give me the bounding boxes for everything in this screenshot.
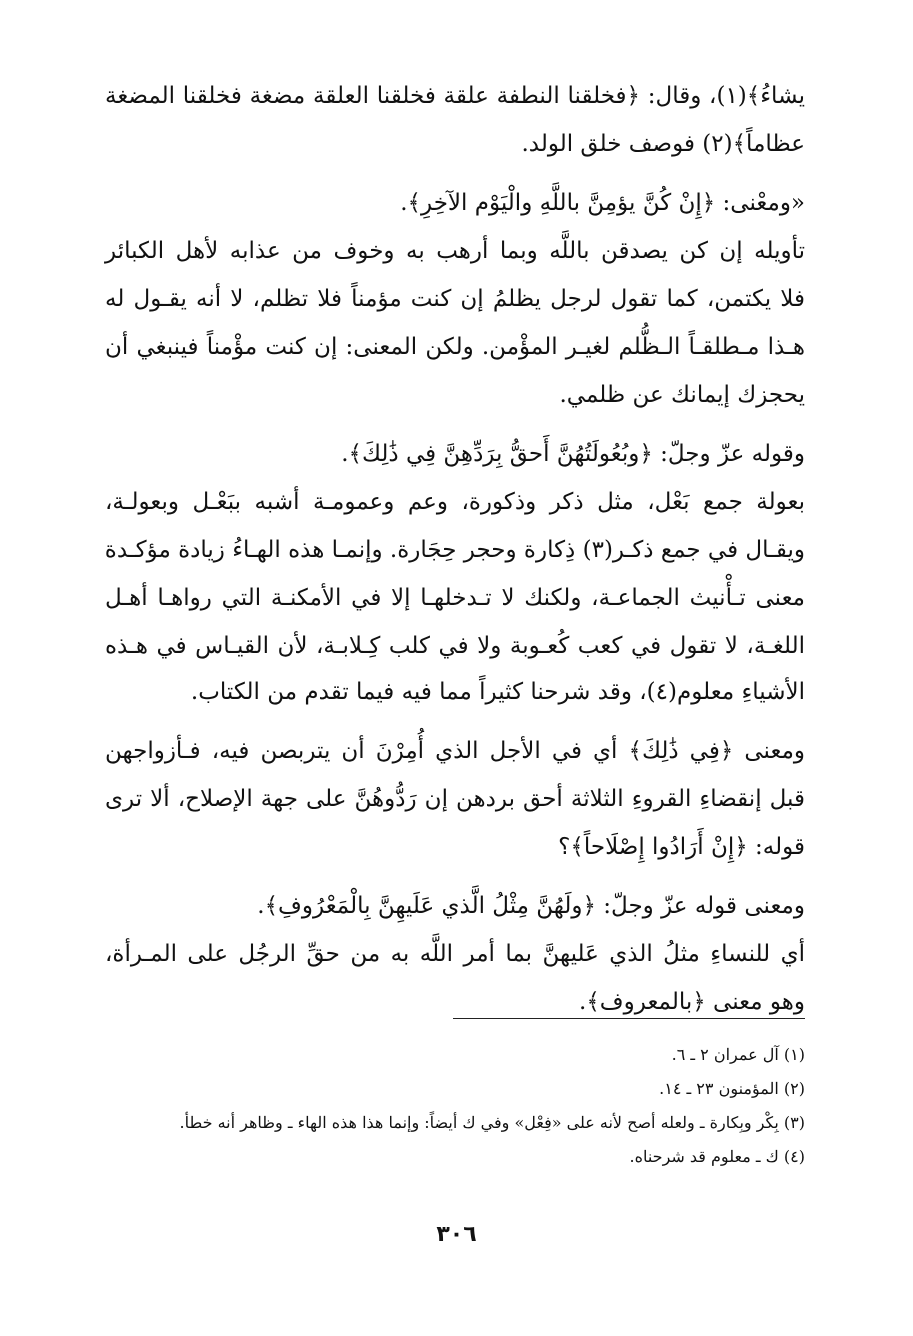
text-line: بعولة جمع بَعْل، مثل ذكر وذكورة، وعم وعمومـة أشبه ببَعْـل وبعولـة، bbox=[105, 489, 805, 515]
footnote-separator bbox=[453, 1018, 805, 1019]
footnote: (٤) ك ـ معلوم قد شرحناه. bbox=[629, 1147, 805, 1166]
text-line: ومعنى ﴿فِي ذَٰلِكَ﴾ أي في الأجل الذي أُمِرْنَ أن يتربصن فيه، فـأزواجهن bbox=[105, 738, 805, 764]
text-line: وهو معنى ﴿بالمعروف﴾. bbox=[579, 989, 805, 1015]
text-line: ويقـال في جمع ذكـر(٣) ذِكارة وحجر حِجَارة. وإنمـا هذه الهـاءُ زيادة مؤكـدة bbox=[104, 537, 805, 563]
text-line: وقوله عزّ وجلّ: ﴿وبُعُولَتُهُنَّ أَحقُّ بِرَدِّهِنَّ فِي ذَٰلِكَ﴾. bbox=[341, 441, 805, 467]
text-line: هـذا مـطلقـاً الـظُّلم لغيـر المؤْمن. ولكن المعنى: إن كنت مؤْمناً فينبغي أن bbox=[105, 334, 805, 360]
text-line: يحجزك إيمانك عن ظلمي. bbox=[559, 382, 805, 408]
text-line: ومعنى قوله عزّ وجلّ: ﴿ولَهُنَّ مِثْلُ الَّذي عَلَيهِنَّ بِالْمَعْرُوفِ﴾. bbox=[257, 893, 805, 919]
text-line: فلا يكتمن، كما تقول لرجل يظلمُ إن كنت مؤمناً فلا تظلم، لا أنه يقـول له bbox=[105, 286, 805, 312]
text-line: قوله: ﴿إِنْ أَرَادُوا إِصْلَاحاً﴾؟ bbox=[558, 834, 805, 860]
text-line: أي للنساءِ مثلُ الذي عَليهنَّ بما أمر اللَّه به من حقِّ الرجُل على المـرأة، bbox=[105, 941, 805, 967]
text-line: يشاءُ﴾(١)، وقال: ﴿فخلقنا النطفة علقة فخلقنا العلقة مضغة فخلقنا المضغة bbox=[105, 83, 805, 109]
footnote: (٣) بِكْر وبِكارة ـ ولعله أصح لأنه على «فِعْل» وفي ك أيضاً: وإنما هذا هذه الهاء ـ وظاهر أنه خطأ. bbox=[179, 1113, 805, 1132]
text-line: «ومعْنى: ﴿إِنْ كُنَّ يؤمِنَّ باللَّهِ والْيَوْم الآخِرِ﴾. bbox=[400, 190, 805, 216]
text-line: اللغـة، لا تقول في كعب كُعـوبة ولا في كلب كِـلابـة، لأن القيـاس في هـذه bbox=[105, 633, 805, 659]
text-line: قبل إنقضاءِ القروءِ الثلاثة أحق بردهن إن رَدُّوهُنَّ على جهة الإصلاح، ألا ترى bbox=[105, 786, 805, 812]
footnote: (٢) المؤمنون ٢٣ ـ ١٤. bbox=[659, 1079, 805, 1098]
text-line: الأشياءِ معلوم(٤)، وقد شرحنا كثيراً مما فيه فيما تقدم من الكتاب. bbox=[190, 679, 805, 705]
text-line: عظاماً﴾(٢) فوصف خلق الولد. bbox=[521, 131, 805, 157]
page-number: ٣٠٦ bbox=[436, 1222, 477, 1247]
text-line: تأويله إن كن يصدقن باللَّه وبما أرهب به وخوف من عذابه لأهل الكبائر bbox=[105, 238, 805, 264]
text-line: معنى تـأْنيث الجماعـة، ولكنك لا تـدخلهـا إلا في الأمكنـة التي رواهـا أهـل bbox=[105, 585, 805, 611]
footnote: (١) آل عمران ٢ ـ ٦. bbox=[671, 1045, 805, 1064]
